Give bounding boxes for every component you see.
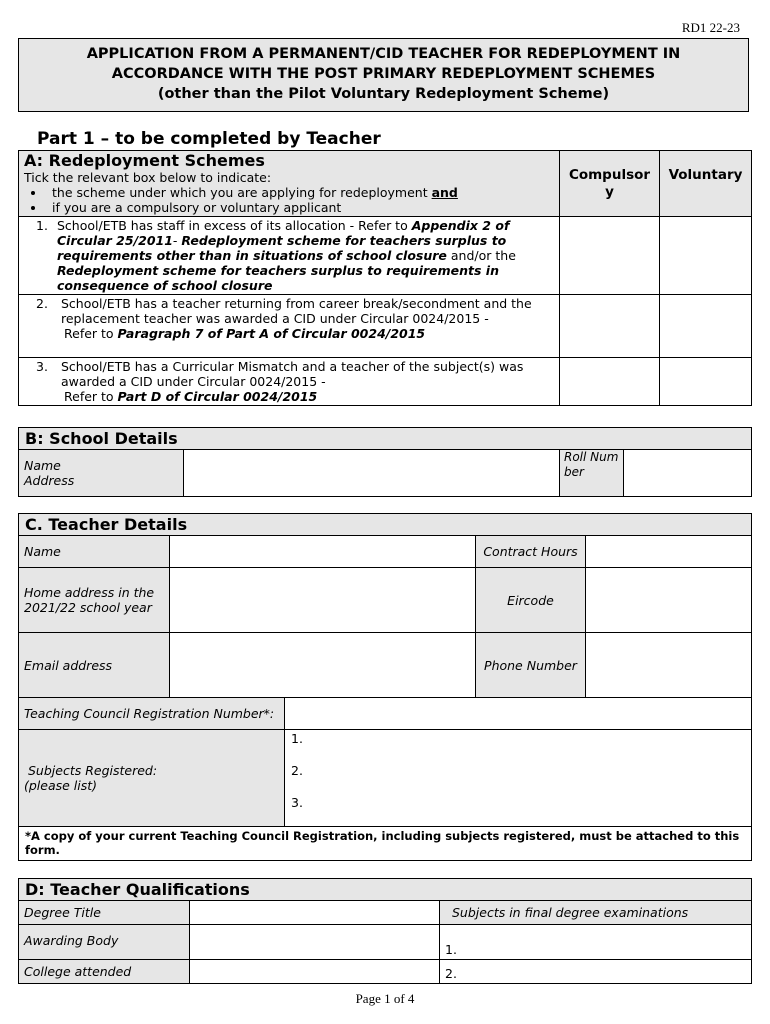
- contract-hours-field[interactable]: [586, 536, 752, 568]
- section-a-instruction: Tick the relevant box below to indicate:: [24, 170, 272, 185]
- college-attended-field[interactable]: [190, 960, 440, 984]
- subject-item: 1.: [291, 731, 303, 746]
- home-address-field[interactable]: [170, 568, 476, 633]
- degree-title-field[interactable]: [190, 901, 440, 925]
- scheme-3-voluntary-checkbox[interactable]: [660, 358, 752, 406]
- email-address-field[interactable]: [170, 633, 476, 698]
- scheme-2-compulsory-checkbox[interactable]: [560, 295, 660, 358]
- scheme-row-3-ref: Refer to Part D of Circular 0024/2015: [64, 389, 318, 404]
- final-exam-subject-2[interactable]: 2.: [440, 960, 752, 984]
- final-exam-subject-1[interactable]: 1.: [440, 925, 752, 960]
- scheme-row-2-ref: Refer to Paragraph 7 of Part A of Circular 0024/2015: [64, 326, 426, 341]
- page-number: Page 1 of 4: [355, 991, 415, 1006]
- scheme-3-compulsory-checkbox[interactable]: [560, 358, 660, 406]
- section-a-table: [18, 150, 752, 406]
- form-title-box: [18, 38, 749, 112]
- scheme-1-voluntary-checkbox[interactable]: [660, 217, 752, 295]
- section-b-table: [18, 427, 752, 497]
- scheme-1-compulsory-checkbox[interactable]: [560, 217, 660, 295]
- degree-title-label: Degree Title: [19, 901, 190, 925]
- awarding-body-field[interactable]: [190, 925, 440, 960]
- voluntary-column-header: Voluntary: [660, 151, 752, 217]
- teaching-council-number-label: Teaching Council Registration Number*:: [19, 698, 285, 730]
- form-title-line-3: (other than the Pilot Voluntary Redeployment Scheme): [157, 86, 610, 102]
- section-c-heading: C. Teacher Details: [19, 514, 752, 536]
- home-address-label: Home address in the 2021/22 school year: [19, 568, 170, 633]
- section-a-header-cell: [19, 151, 560, 217]
- scheme-2-voluntary-checkbox[interactable]: [660, 295, 752, 358]
- part1-heading: Part 1 – to be completed by Teacher: [37, 129, 381, 149]
- college-attended-label: College attended: [19, 960, 190, 984]
- registration-note: *A copy of your current Teaching Council Registration, including subjects registered, must be attached to this form.: [19, 827, 752, 861]
- scheme-row-3: 3. School/ETB has a Curricular Mismatch and a teacher of the subject(s) was awarded a CID under Circular 0024/2015 - Refer to Part D of Circular 0024/2015: [19, 358, 560, 406]
- school-name-address-field[interactable]: [184, 450, 560, 497]
- awarding-body-label: Awarding Body: [19, 925, 190, 960]
- teaching-council-number-field[interactable]: [285, 698, 752, 730]
- section-d-heading: D: Teacher Qualifications: [19, 879, 752, 901]
- subject-item: 2.: [291, 763, 303, 778]
- compulsory-column-header: Compulsory: [560, 151, 660, 217]
- form-title-line-2: ACCORDANCE WITH THE POST PRIMARY REDEPLOYMENT SCHEMES: [111, 66, 656, 82]
- final-exam-subjects-header: Subjects in final degree examinations: [440, 901, 752, 925]
- email-address-label: Email address: [19, 633, 170, 698]
- teacher-name-field[interactable]: [170, 536, 476, 568]
- section-b-heading: B: School Details: [19, 428, 752, 450]
- roll-number-field[interactable]: [624, 450, 752, 497]
- subject-item: 3.: [291, 795, 303, 810]
- section-a-heading: A: Redeployment Schemes: [24, 151, 265, 170]
- phone-number-label: Phone Number: [476, 633, 586, 698]
- scheme-row-1-text: School/ETB has staff in excess of its allocation - Refer to Appendix 2 of Circular 25/2011- Redeployment scheme for teachers surplus to requirements other than in situations of school closure and/or the Redeployment scheme for teachers surplus to requirements in consequence of school closure: [57, 218, 516, 293]
- subjects-registered-label: Subjects Registered: (please list): [19, 730, 285, 827]
- section-d-table: [18, 878, 752, 984]
- eircode-label: Eircode: [476, 568, 586, 633]
- document-reference: RD1 22-23: [681, 20, 740, 35]
- roll-number-label: Roll Number: [560, 450, 624, 497]
- section-a-bullet-2: • if you are a compulsory or voluntary applicant: [46, 200, 554, 215]
- contract-hours-label: Contract Hours: [476, 536, 586, 568]
- subjects-registered-list[interactable]: [285, 730, 752, 827]
- eircode-field[interactable]: [586, 568, 752, 633]
- section-a-bullet-1: • the scheme under which you are applying for redeployment and: [46, 185, 554, 200]
- school-name-address-label: Name Address: [19, 450, 184, 497]
- scheme-row-1: 1. School/ETB has staff in excess of its allocation - Refer to Appendix 2 of Circular 25/2011- Redeployment scheme for teachers surplus to requirements other than in situations of school closure and/or the Redeployment scheme for teachers surplus to requirements in consequence of school closure: [19, 217, 560, 295]
- form-title-line-1: APPLICATION FROM A PERMANENT/CID TEACHER FOR REDEPLOYMENT IN: [86, 46, 681, 62]
- scheme-row-2: 2. School/ETB has a teacher returning from career break/secondment and the replacement teacher was awarded a CID under Circular 0024/2015 - Refer to Paragraph 7 of Part A of Circular 0024/2015: [19, 295, 560, 358]
- section-c-table: [18, 513, 752, 861]
- teacher-name-label: Name: [19, 536, 170, 568]
- phone-number-field[interactable]: [586, 633, 752, 698]
